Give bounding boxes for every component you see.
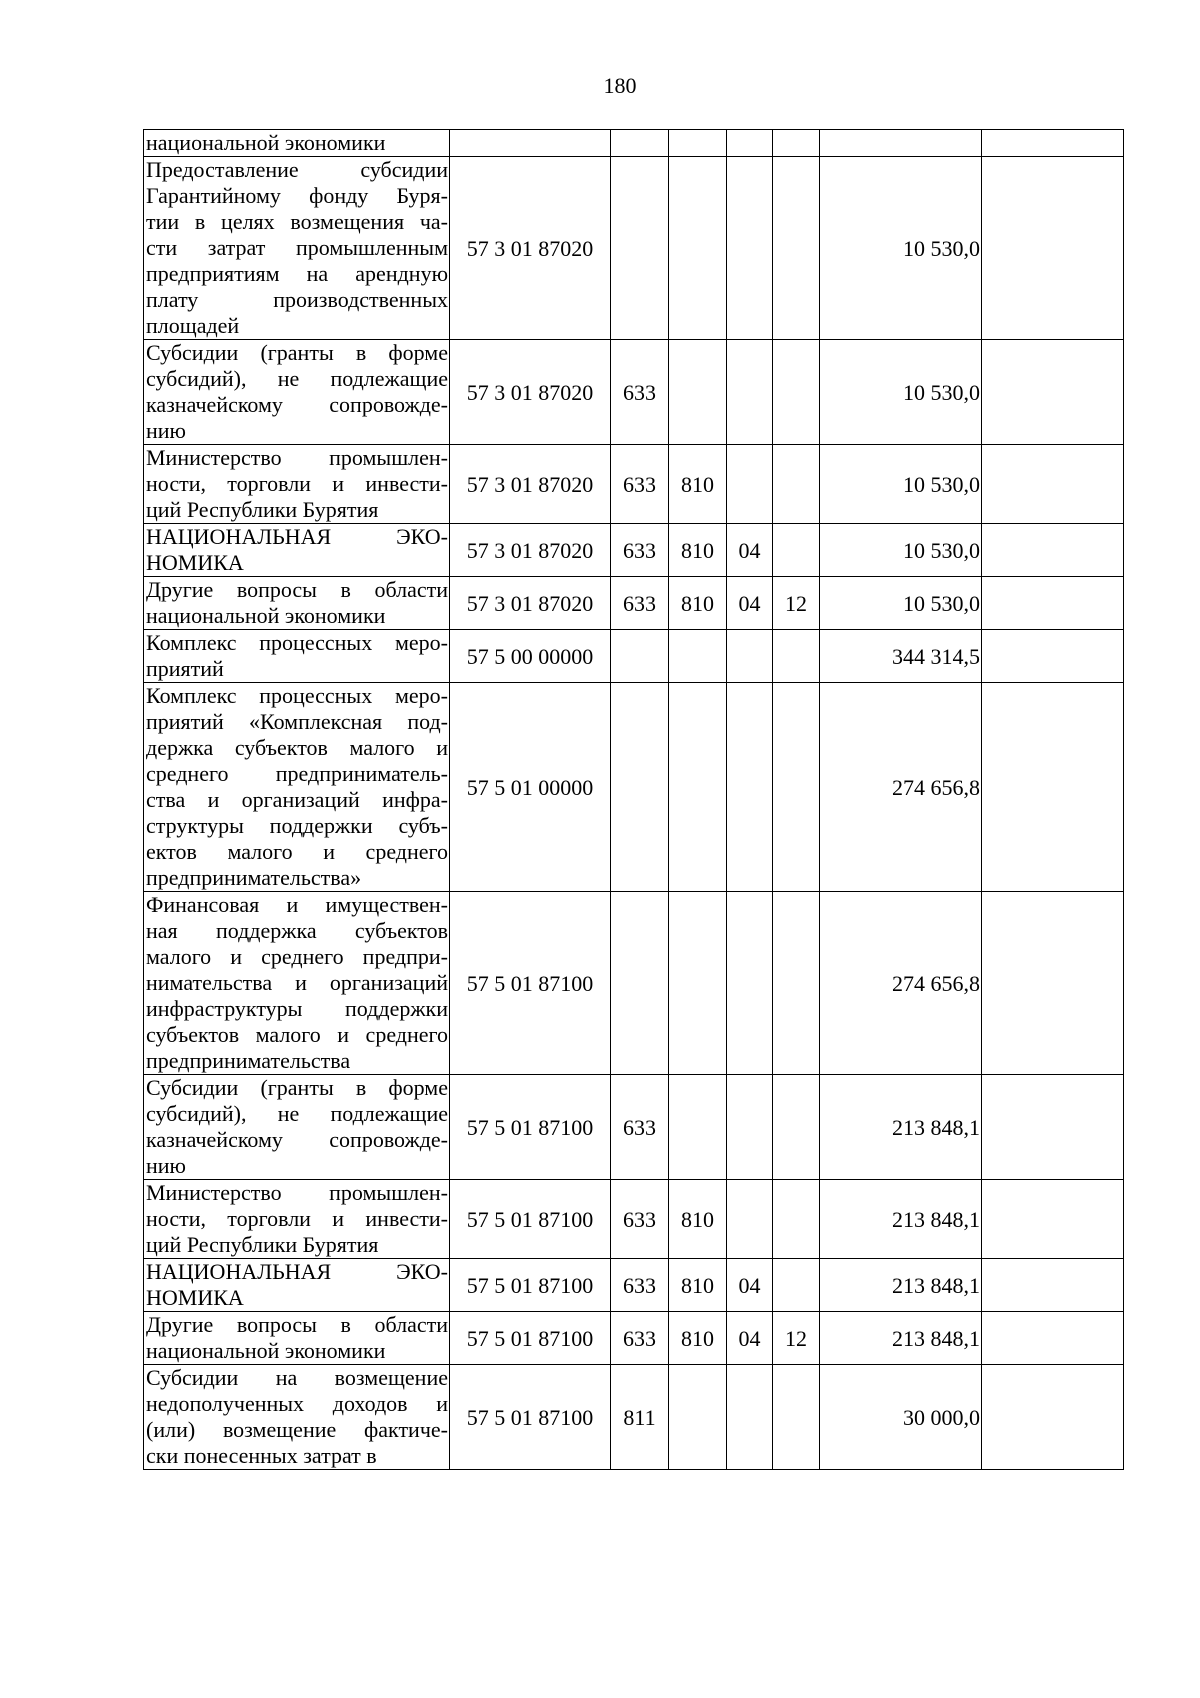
row-col-1: 633 [611,1075,669,1180]
row-col-extra [982,683,1124,892]
row-col-1 [611,683,669,892]
row-name: НАЦИОНАЛЬНАЯ ЭКО- НОМИКА [144,524,450,577]
table-row [144,683,1124,892]
row-col-2 [669,157,727,340]
table-row [144,577,1124,630]
table-row [144,630,1124,683]
table-row [144,524,1124,577]
row-col-3 [727,683,773,892]
table-row [144,1180,1124,1259]
row-col-extra [982,1365,1124,1470]
row-code: 57 3 01 87020 [450,340,611,445]
row-name: Финансовая и имуществен- ная поддержка субъектов малого и среднего предпри- нимательства и организаций инфраструктуры поддержки субъектов малого и среднего предпринимательства [144,892,450,1075]
row-col-extra [982,577,1124,630]
row-col-extra [982,340,1124,445]
table-row [144,157,1124,340]
row-col-4 [773,130,820,157]
row-sum: 10 530,0 [820,445,982,524]
row-col-extra [982,1312,1124,1365]
row-col-extra [982,445,1124,524]
row-col-1: 633 [611,524,669,577]
row-col-1: 633 [611,445,669,524]
row-col-4: 12 [773,1312,820,1365]
row-name: Комплекс процессных меро- приятий «Комплексная под- держка субъектов малого и среднего предприниматель- ства и организаций инфра- структуры поддержки субъ- ектов малого и среднего предпринимательства» [144,683,450,892]
row-col-3 [727,892,773,1075]
row-name: Субсидии (гранты в форме субсидий), не подлежащие казначейскому сопровожде- нию [144,340,450,445]
row-col-1: 633 [611,1180,669,1259]
row-code: 57 5 01 87100 [450,1075,611,1180]
row-col-2 [669,1075,727,1180]
row-col-4 [773,892,820,1075]
row-col-2: 810 [669,524,727,577]
table-row [144,892,1124,1075]
row-col-3 [727,1075,773,1180]
row-code: 57 5 01 87100 [450,1180,611,1259]
row-col-extra [982,1075,1124,1180]
row-col-3: 04 [727,577,773,630]
row-name: Субсидии на возмещение недополученных доходов и (или) возмещение фактиче- ски понесенных затрат в [144,1365,450,1470]
row-col-extra [982,157,1124,340]
row-col-4 [773,683,820,892]
table-row [144,130,1124,157]
row-col-4 [773,1365,820,1470]
row-code: 57 5 01 87100 [450,1259,611,1312]
row-sum: 30 000,0 [820,1365,982,1470]
row-col-3 [727,130,773,157]
row-col-3: 04 [727,1312,773,1365]
row-col-2 [669,892,727,1075]
row-col-3 [727,1180,773,1259]
row-sum: 344 314,5 [820,630,982,683]
row-col-2: 810 [669,445,727,524]
row-col-extra [982,892,1124,1075]
row-col-extra [982,1180,1124,1259]
row-col-4 [773,1259,820,1312]
row-name: Министерство промышлен- ности, торговли и инвести- ций Республики Бурятия [144,1180,450,1259]
row-col-4 [773,157,820,340]
row-col-4 [773,524,820,577]
row-sum: 213 848,1 [820,1312,982,1365]
table-row [144,1312,1124,1365]
row-col-extra [982,630,1124,683]
row-sum: 213 848,1 [820,1180,982,1259]
row-sum: 10 530,0 [820,340,982,445]
row-name: Субсидии (гранты в форме субсидий), не подлежащие казначейскому сопровожде- нию [144,1075,450,1180]
row-col-3: 04 [727,524,773,577]
row-col-3 [727,1365,773,1470]
row-col-2: 810 [669,1312,727,1365]
row-code: 57 5 01 87100 [450,1312,611,1365]
row-name: Комплекс процессных меро- приятий [144,630,450,683]
row-col-1: 633 [611,1312,669,1365]
row-col-1 [611,157,669,340]
row-col-3 [727,445,773,524]
row-col-1: 633 [611,340,669,445]
row-col-3 [727,157,773,340]
row-col-extra [982,130,1124,157]
row-col-2: 810 [669,1259,727,1312]
row-col-extra [982,1259,1124,1312]
row-sum [820,130,982,157]
row-code: 57 5 01 87100 [450,892,611,1075]
row-col-4 [773,445,820,524]
page-number: 180 [603,73,637,98]
row-col-3 [727,340,773,445]
row-col-1: 633 [611,577,669,630]
table-row [144,340,1124,445]
row-col-1: 633 [611,1259,669,1312]
table-row [144,1365,1124,1470]
row-code: 57 3 01 87020 [450,524,611,577]
row-col-3 [727,630,773,683]
row-col-4 [773,340,820,445]
row-sum: 274 656,8 [820,683,982,892]
row-name: Другие вопросы в области национальной экономики [144,1312,450,1365]
row-name: Другие вопросы в области национальной экономики [144,577,450,630]
table-row [144,1259,1124,1312]
budget-table [143,129,1124,1470]
row-col-2 [669,683,727,892]
row-sum: 274 656,8 [820,892,982,1075]
row-code: 57 3 01 87020 [450,157,611,340]
row-name: национальной экономики [144,130,450,157]
row-col-4: 12 [773,577,820,630]
row-name: Предоставление субсидии Гарантийному фонду Буря- тии в целях возмещения ча- сти затрат промышленным предприятиям на арендную плату производственных площадей [144,157,450,340]
row-col-extra [982,524,1124,577]
row-col-1: 811 [611,1365,669,1470]
row-col-2: 810 [669,1180,727,1259]
row-col-4 [773,1075,820,1180]
row-code: 57 3 01 87020 [450,445,611,524]
row-code: 57 5 01 87100 [450,1365,611,1470]
row-col-3: 04 [727,1259,773,1312]
row-code: 57 3 01 87020 [450,577,611,630]
row-col-2 [669,630,727,683]
row-col-2 [669,130,727,157]
row-sum: 213 848,1 [820,1075,982,1180]
table-body [144,130,1124,1470]
row-sum: 10 530,0 [820,577,982,630]
row-sum: 10 530,0 [820,157,982,340]
row-col-1 [611,630,669,683]
row-name: Министерство промышлен- ности, торговли и инвести- ций Республики Бурятия [144,445,450,524]
row-col-2 [669,1365,727,1470]
table-row [144,445,1124,524]
row-col-4 [773,630,820,683]
row-sum: 10 530,0 [820,524,982,577]
row-code [450,130,611,157]
row-sum: 213 848,1 [820,1259,982,1312]
row-name: НАЦИОНАЛЬНАЯ ЭКО- НОМИКА [144,1259,450,1312]
row-col-1 [611,130,669,157]
row-col-4 [773,1180,820,1259]
row-col-2: 810 [669,577,727,630]
row-col-2 [669,340,727,445]
row-code: 57 5 01 00000 [450,683,611,892]
row-code: 57 5 00 00000 [450,630,611,683]
table-row [144,1075,1124,1180]
row-col-1 [611,892,669,1075]
